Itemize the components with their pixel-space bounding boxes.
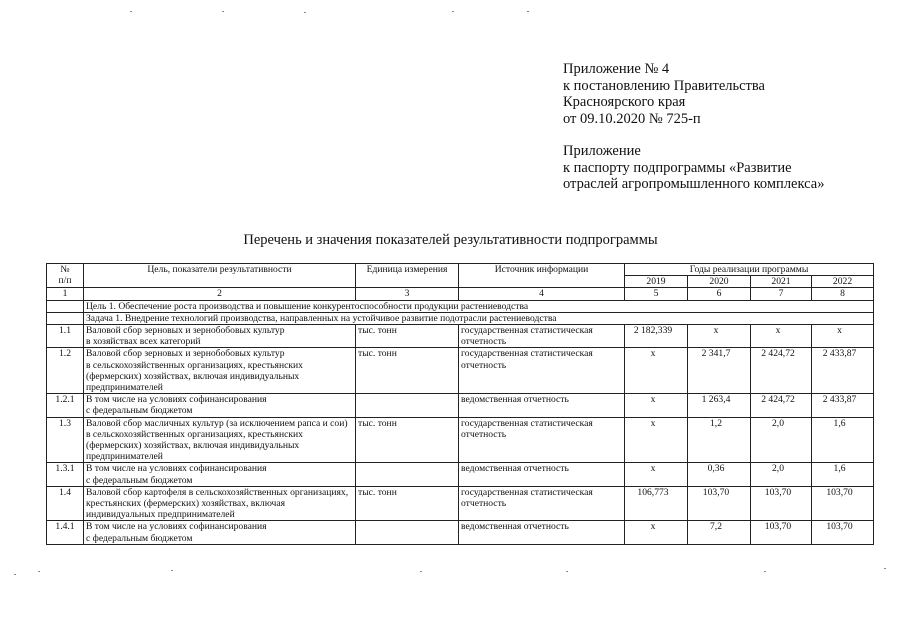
row-source: государственная статистическая отчетность bbox=[459, 486, 625, 521]
appendix-line: отраслей агропромышленного комплекса» bbox=[563, 176, 825, 192]
row-source: государственная статистическая отчетность bbox=[459, 348, 625, 394]
row-value-2022: 103,70 bbox=[812, 521, 874, 544]
row-unit: тыс. тонн bbox=[356, 486, 459, 521]
row-source: ведомственная отчетность bbox=[459, 463, 625, 486]
scan-speck bbox=[566, 571, 568, 572]
scan-speck bbox=[452, 11, 454, 12]
col-number: 3 bbox=[356, 288, 459, 300]
row-value-2019: х bbox=[625, 394, 688, 417]
row-source: ведомственная отчетность bbox=[459, 394, 625, 417]
row-value-2020: 2 341,7 bbox=[688, 348, 751, 394]
col-number: 7 bbox=[751, 288, 812, 300]
row-unit bbox=[356, 521, 459, 544]
scan-speck bbox=[764, 571, 766, 572]
row-value-2019: х bbox=[625, 348, 688, 394]
table-row bbox=[47, 417, 874, 463]
row-value-2022: 2 433,87 bbox=[812, 348, 874, 394]
scan-speck bbox=[38, 571, 40, 572]
row-source: ведомственная отчетность bbox=[459, 521, 625, 544]
col-number: 2 bbox=[84, 288, 356, 300]
row-name: В том числе на условиях софинансирования с федеральным бюджетом bbox=[84, 394, 356, 417]
scan-speck bbox=[884, 568, 886, 569]
col-number: 1 bbox=[47, 288, 84, 300]
row-value-2019: х bbox=[625, 463, 688, 486]
table-row bbox=[47, 394, 874, 417]
header-year: 2019 bbox=[625, 276, 688, 288]
row-unit bbox=[356, 463, 459, 486]
row-value-2021: 103,70 bbox=[751, 486, 812, 521]
appendix-line: к постановлению Правительства bbox=[563, 77, 765, 94]
row-value-2021: 2,0 bbox=[751, 417, 812, 463]
row-value-2019: 106,773 bbox=[625, 486, 688, 521]
table-row bbox=[47, 521, 874, 544]
header-year: 2021 bbox=[751, 276, 812, 288]
row-num: 1.4.1 bbox=[47, 521, 84, 544]
row-name: В том числе на условиях софинансирования с федеральным бюджетом bbox=[84, 463, 356, 486]
row-unit bbox=[356, 394, 459, 417]
row-source: государственная статистическая отчетность bbox=[459, 417, 625, 463]
row-unit: тыс. тонн bbox=[356, 348, 459, 394]
table-row bbox=[47, 325, 874, 348]
row-value-2021: 103,70 bbox=[751, 521, 812, 544]
row-name: Валовой сбор масличных культур (за исключением рапса и сои) в сельскохозяйственных организациях, крестьянских (фермерских) хозяйствах, включая индивидуальных предпринимателей bbox=[84, 417, 356, 463]
goal-row: Цель 1. Обеспечение роста производства и повышение конкурентоспособности продукции растениеводства bbox=[84, 300, 874, 312]
row-value-2019: 2 182,339 bbox=[625, 325, 688, 348]
row-value-2021: 2,0 bbox=[751, 463, 812, 486]
row-value-2022: 1,6 bbox=[812, 417, 874, 463]
row-value-2019: х bbox=[625, 417, 688, 463]
col-number: 4 bbox=[459, 288, 625, 300]
row-num: 1.2 bbox=[47, 348, 84, 394]
header-num: № п/п bbox=[47, 264, 84, 288]
row-name: Валовой сбор зерновых и зернобобовых культур в хозяйствах всех категорий bbox=[84, 325, 356, 348]
appendix-line: Красноярского края bbox=[563, 94, 686, 110]
row-name: Валовой сбор картофеля в сельскохозяйственных организациях, крестьянских (фермерских) хозяйствах, включая индивидуальных предпринимателей bbox=[84, 486, 356, 521]
row-num: 1.3.1 bbox=[47, 463, 84, 486]
col-number: 6 bbox=[688, 288, 751, 300]
row-num: 1.3 bbox=[47, 417, 84, 463]
row-value-2022: 2 433,87 bbox=[812, 394, 874, 417]
scan-speck bbox=[420, 571, 422, 572]
table-row bbox=[47, 486, 874, 521]
task-row: Задача 1. Внедрение технологий производства, направленных на устойчивое развитие подотрасли растениеводства bbox=[84, 312, 874, 324]
header-year: 2022 bbox=[812, 276, 874, 288]
scan-speck bbox=[130, 11, 132, 12]
row-num: 1.4 bbox=[47, 486, 84, 521]
header-goal: Цель, показатели результативности bbox=[84, 264, 356, 288]
indicators-table bbox=[46, 263, 874, 545]
row-value-2020: 103,70 bbox=[688, 486, 751, 521]
row-value-2021: 2 424,72 bbox=[751, 394, 812, 417]
row-name: Валовой сбор зерновых и зернобобовых культур в сельскохозяйственных организациях, крестьянских (фермерских) хозяйствах, включая индивидуальных предпринимателей bbox=[84, 348, 356, 394]
appendix-block bbox=[563, 61, 824, 193]
row-num: 1.2.1 bbox=[47, 394, 84, 417]
row-unit: тыс. тонн bbox=[356, 325, 459, 348]
scan-speck bbox=[222, 11, 224, 12]
row-value-2022: 103,70 bbox=[812, 486, 874, 521]
row-value-2020: 1 263,4 bbox=[688, 394, 751, 417]
scan-speck bbox=[304, 12, 306, 13]
document-title: Перечень и значения показателей результативности подпрограммы bbox=[243, 232, 658, 248]
row-name: В том числе на условиях софинансирования с федеральным бюджетом bbox=[84, 521, 356, 544]
scan-speck bbox=[171, 570, 173, 571]
row-value-2022: 1,6 bbox=[812, 463, 874, 486]
col-number: 5 bbox=[625, 288, 688, 300]
row-value-2019: х bbox=[625, 521, 688, 544]
row-value-2020: 1,2 bbox=[688, 417, 751, 463]
scan-speck bbox=[527, 11, 529, 12]
header-years-group: Годы реализации программы bbox=[625, 264, 874, 276]
row-value-2021: 2 424,72 bbox=[751, 348, 812, 394]
row-unit: тыс. тонн bbox=[356, 417, 459, 463]
header-unit: Единица измерения bbox=[356, 264, 459, 288]
table-row bbox=[47, 348, 874, 394]
appendix-line: к паспорту подпрограммы «Развитие bbox=[563, 159, 792, 176]
scan-speck bbox=[14, 574, 16, 575]
row-source: государственная статистическая отчетность bbox=[459, 325, 625, 348]
col-number: 8 bbox=[812, 288, 874, 300]
row-value-2020: 7,2 bbox=[688, 521, 751, 544]
table-row bbox=[47, 463, 874, 486]
row-num: 1.1 bbox=[47, 325, 84, 348]
row-value-2020: 0,36 bbox=[688, 463, 751, 486]
appendix-line: Приложение № 4 bbox=[563, 61, 670, 77]
row-value-2022: х bbox=[812, 325, 874, 348]
row-value-2021: х bbox=[751, 325, 812, 348]
appendix-line: Приложение bbox=[563, 143, 641, 159]
header-year: 2020 bbox=[688, 276, 751, 288]
row-value-2020: х bbox=[688, 325, 751, 348]
header-source: Источник информации bbox=[459, 264, 625, 288]
appendix-line: от 09.10.2020 № 725-п bbox=[563, 110, 701, 127]
